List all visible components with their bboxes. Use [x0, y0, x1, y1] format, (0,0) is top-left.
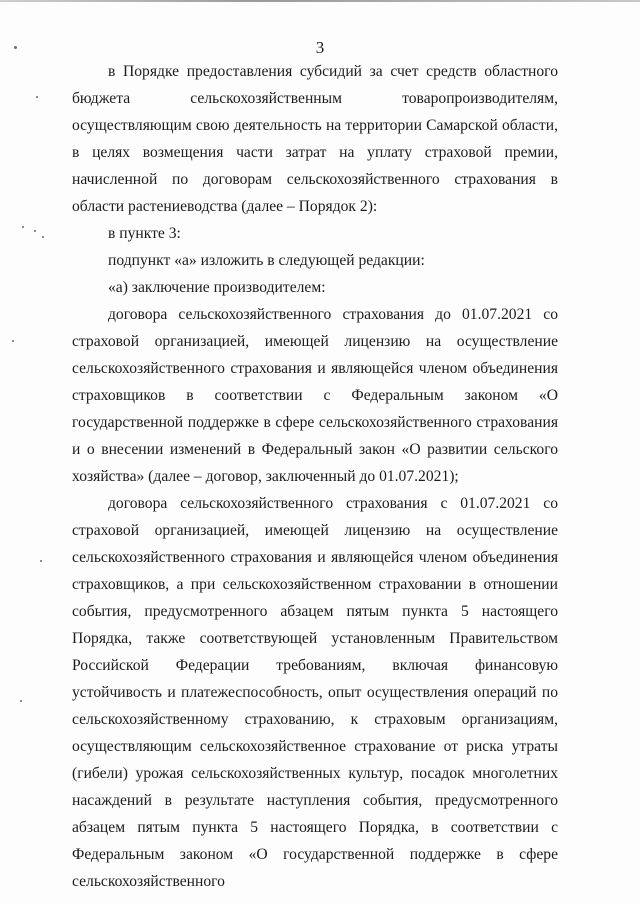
scan-speck	[22, 226, 24, 228]
paragraph-subpoint-a: подпункт «а» изложить в следующей редакции:	[108, 252, 425, 269]
paragraph-order-2-intro: в Порядке предоставления субсидий за счет средств областного бюджета сельскохозяйственным товаропроизводителям, осуществляющим свою деятельность на территории Самарской области, в целях возмещения части затрат на уплату страховой премии, начисленной по договорам сельскохозяйственного страхования в области растениеводства (далее – Порядок 2):	[72, 63, 558, 215]
paragraph-point-3: в пункте 3:	[108, 225, 181, 242]
page-number: 3	[315, 38, 325, 57]
scan-speck	[12, 340, 14, 342]
scan-speck	[36, 96, 38, 98]
scan-speck	[34, 230, 36, 232]
document-body	[72, 58, 558, 895]
scan-speck	[40, 560, 42, 562]
paragraph-contract-before: договора сельскохозяйственного страхования до 01.07.2021 со страховой организацией, имеющей лицензию на осуществление сельскохозяйственного страхования и являющейся членом объединения страховщиков в соответствии с Федеральным законом «О государственной поддержке в сфере сельскохозяйственного страхования и о внесении изменений в Федеральный закон «О развитии сельского хозяйства» (далее – договор, заключенный до 01.07.2021);	[72, 306, 558, 485]
scan-speck	[20, 700, 22, 702]
paragraph-conclusion: «а) заключение производителем:	[108, 279, 326, 296]
paragraph-contract-after: договора сельскохозяйственного страхования с 01.07.2021 со страховой организацией, имеющей лицензию на осуществление сельскохозяйственного страхования и являющейся членом объединения страховщиков, а при сельскохозяйственном страховании в отношении события, предусмотренного абзацем пятым пункта 5 настоящего Порядка, также соответствующей установленным Правительством Российской Федерации требованиям, включая финансовую устойчивость и платежеспособность, опыт осуществления операций по сельскохозяйственному страхованию, к страховым организациям, осуществляющим сельскохозяйственное страхование от риска утраты (гибели) урожая сельскохозяйственных культур, посадок многолетних насаждений в результате наступления события, предусмотренного абзацем пятым пункта 5 настоящего Порядка, в соответствии с Федеральным законом «О государственной поддержке в сфере сельскохозяйственного	[72, 495, 558, 890]
scan-speck	[42, 236, 44, 238]
scan-top-edge	[0, 0, 640, 2]
